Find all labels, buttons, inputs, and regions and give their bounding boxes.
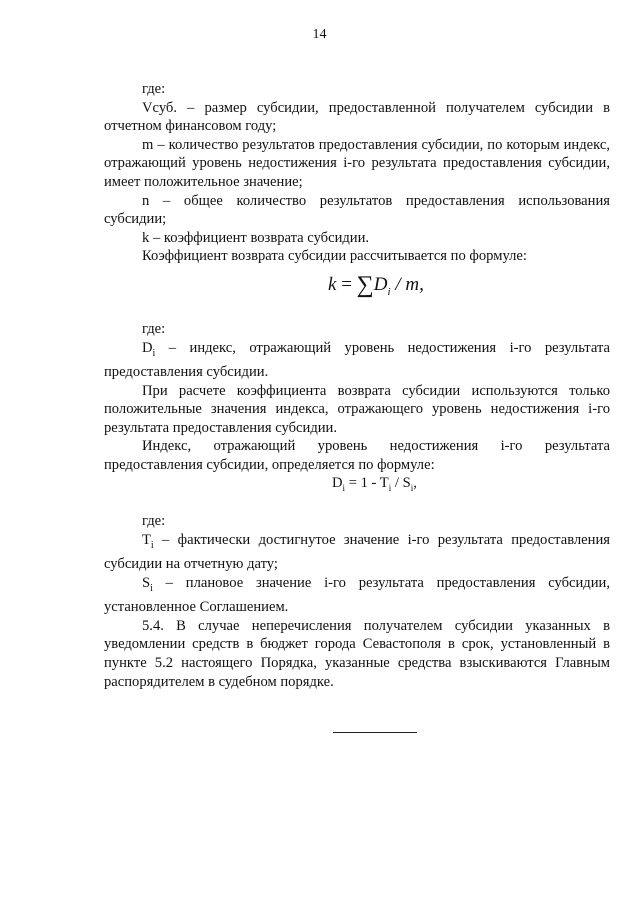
formula-d-slash: / S [391,475,411,491]
si-letter: S [142,574,151,591]
formula-d-sub-i: i [342,482,346,493]
clause-5-4: 5.4. В случае неперечисления получателем субсидии указанных в уведомлении средств в бюджет города Севастополя в срок, установленный в пункте 5.2 настоящего Порядка, указанные средства взыскиваются Главным распорядителем в судебном порядке. [104,617,610,690]
where-label: где: [142,81,166,97]
ti-text: – фактически достигнутое значение i-го результата предоставления субсидии на отчетную дату; [104,531,610,573]
formula-d-sub-i2: i [388,482,392,493]
end-divider [333,732,417,733]
definition-vsub: Vсуб. – размер субсидии, предоставленной получателем субсидии в отчетном финансовом году; [104,99,610,135]
definition-k: k – коэффициент возврата субсидии. [142,229,370,246]
formula-k-lhs: k [328,274,337,295]
si-sub: i [150,582,153,594]
formula-d-tail: , [413,475,417,491]
definition-m: m – количество результатов предоставления субсидии, по которым индекс, отражающий уровень недостижения i-го результата предоставления субсидии, имеет положительное значение; [104,136,610,190]
ti-sub: i [150,539,154,551]
formula-k [328,272,424,299]
ti-letter: T [142,531,151,548]
formula-k-sub-i: i [387,285,391,298]
di-letter: D [142,339,153,356]
definitions-block-1 [104,80,610,266]
definition-di [104,339,610,382]
definition-n: n – общее количество результатов предоставления использования субсидии; [104,192,610,228]
formula-d-sub-i3: i [410,482,414,493]
formula-k-sigma: ∑ [356,272,374,298]
formula-k-rest: / m, [390,274,424,295]
definition-ti [104,531,610,574]
formula-d-d: D [332,475,343,491]
formula-k-d: D [373,274,388,295]
index-intro: Индекс, отражающий уровень недостижения i-го результата предоставления субсидии, определяется по формуле: [104,438,610,474]
formula-d [332,475,417,493]
si-text: – плановое значение i-го результата предоставления субсидии, установленное Соглашением. [104,574,610,616]
formula-d-mid: = 1 - T [345,475,389,491]
page-number: 14 [312,27,327,42]
definition-si [104,574,610,617]
definitions-block-3 [104,512,610,691]
where-label: где: [142,321,166,337]
formula-k-eq: = [336,274,357,295]
definitions-block-2 [104,320,610,475]
di-sub: i [152,347,156,359]
formula-intro: Коэффициент возврата субсидии рассчитывается по формуле: [142,248,527,265]
calc-note: При расчете коэффициента возврата субсидии используются только положительные значения индекса, отражающего уровень недостижения i-го результата предоставления субсидии. [104,382,610,436]
where-label: где: [142,513,166,529]
di-text: – индекс, отражающий уровень недостижения i-го результата предоставления субсидии. [104,339,610,381]
